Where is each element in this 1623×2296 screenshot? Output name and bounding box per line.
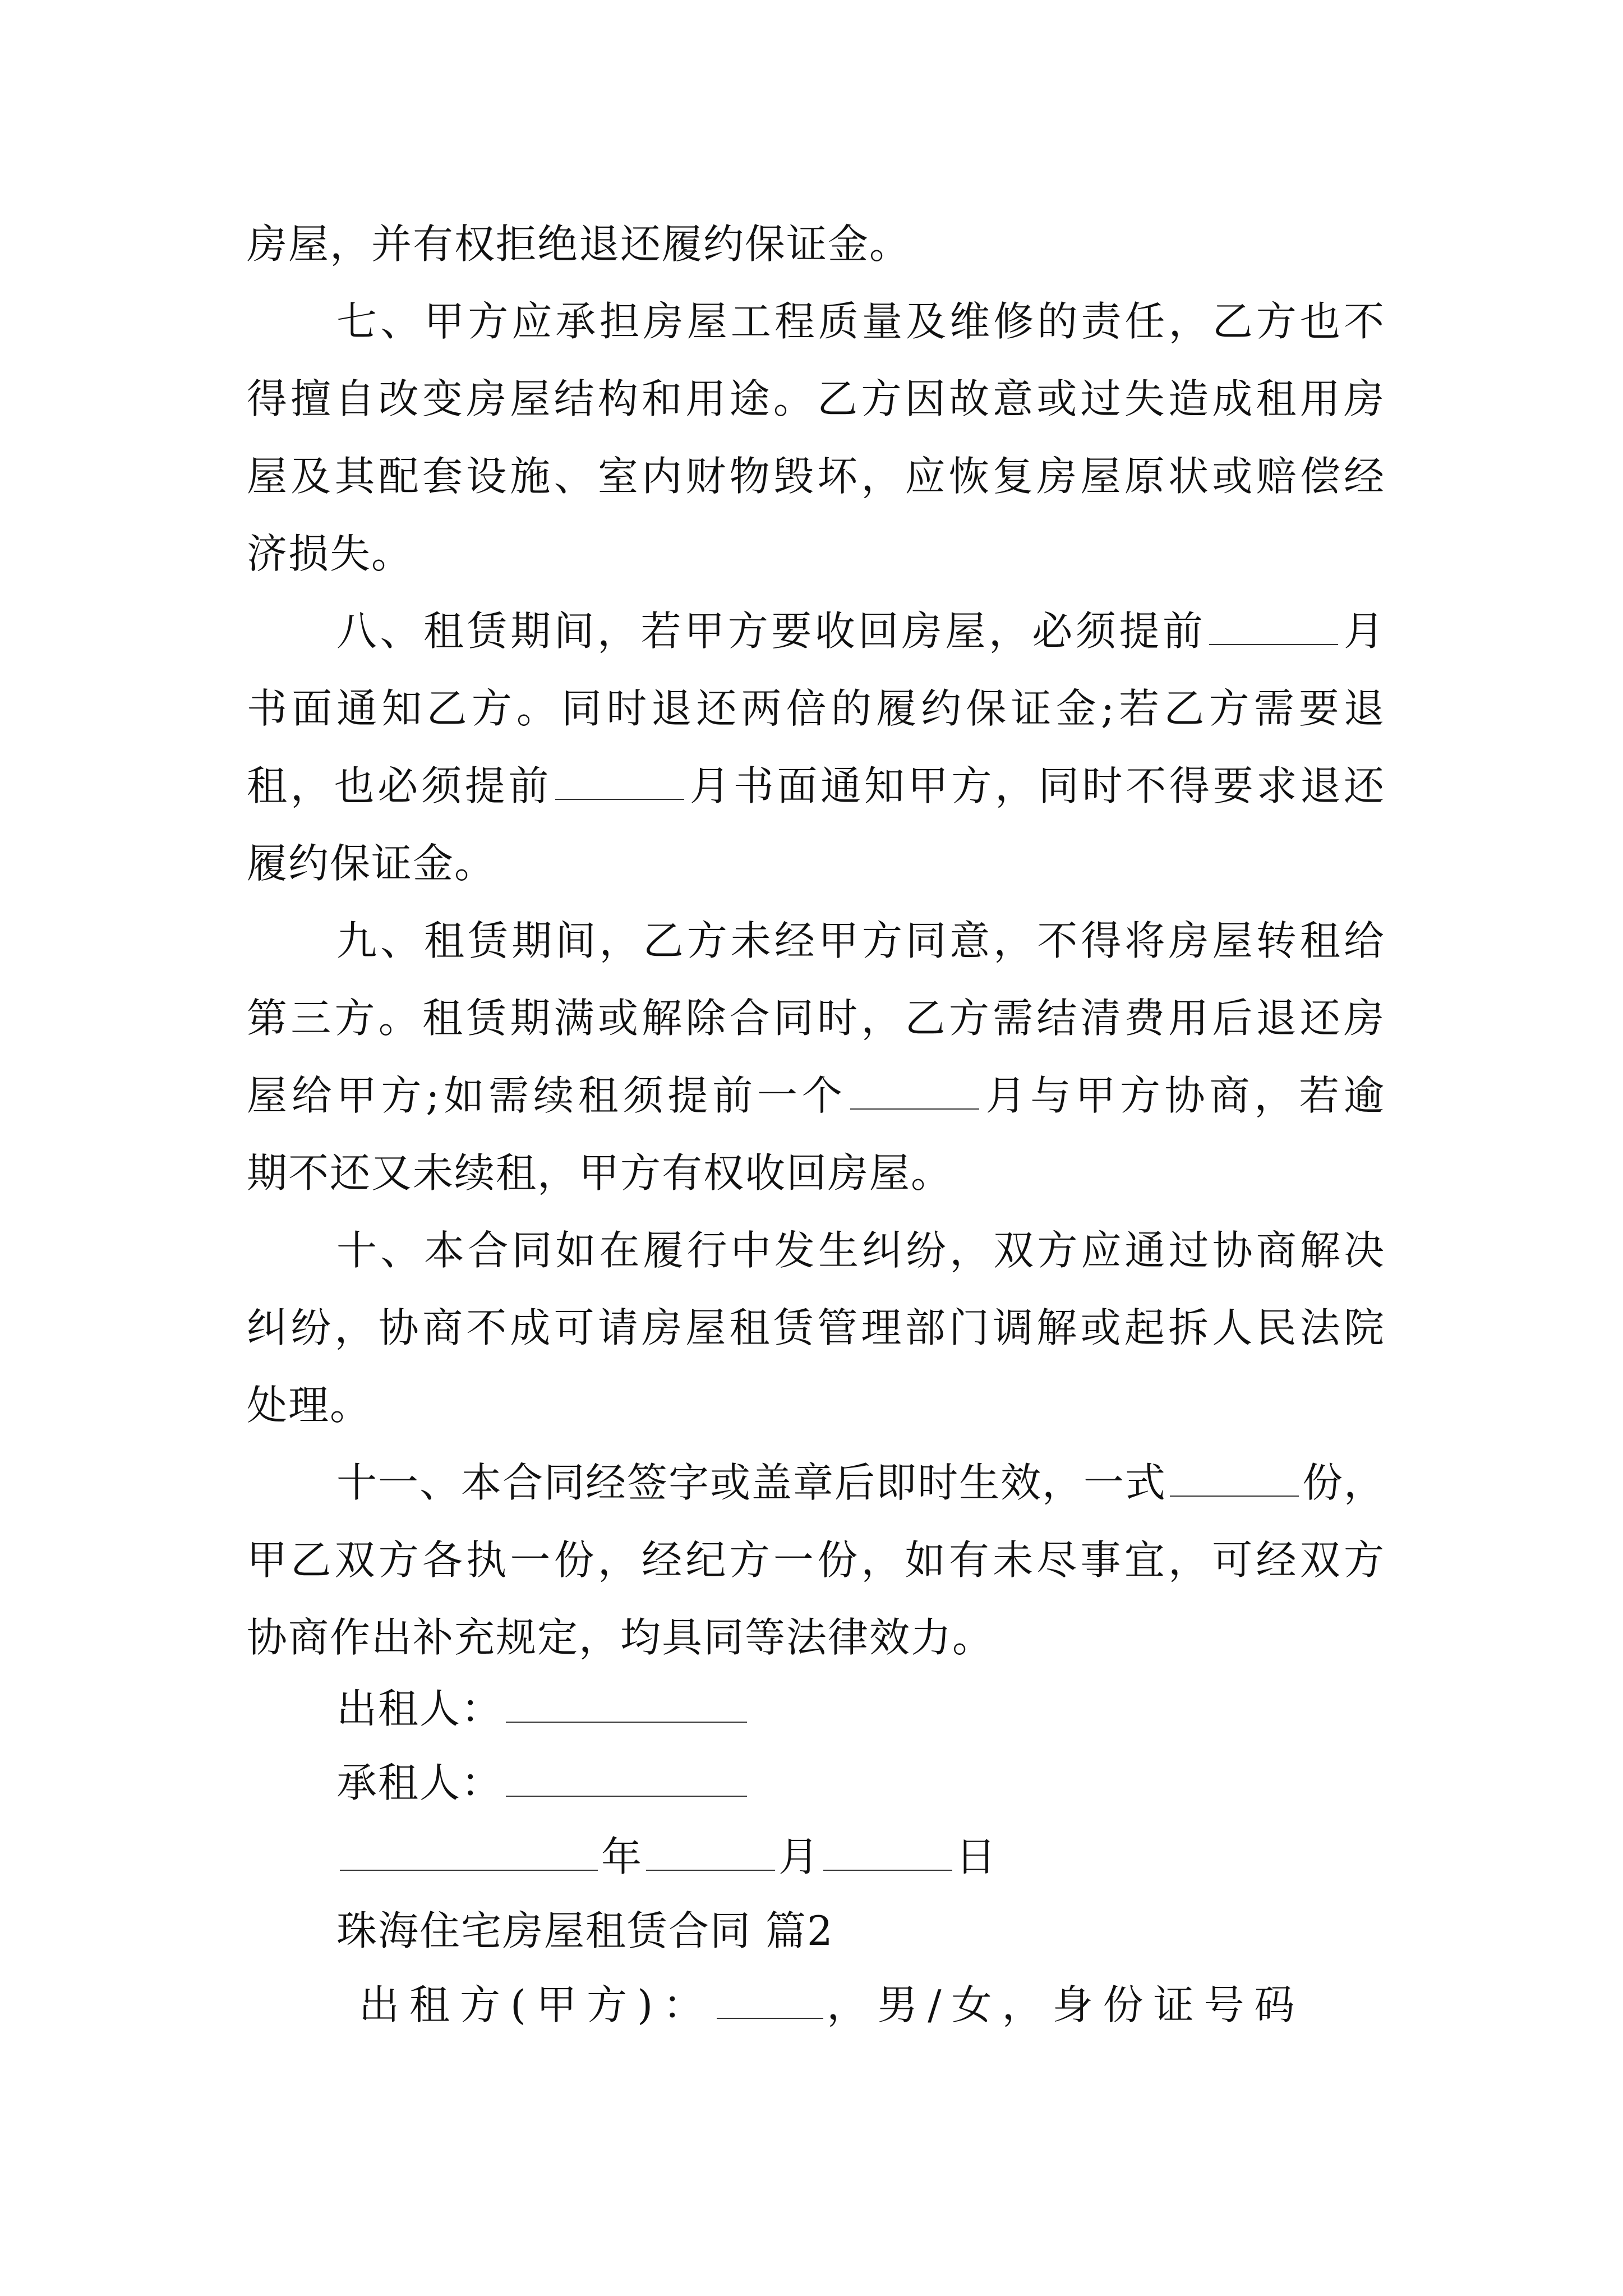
day-label: 日 <box>956 1833 998 1880</box>
paragraph-line: 济损失。 <box>247 530 413 577</box>
text: 房屋，并有权拒绝退还履约保证金。 <box>247 220 911 268</box>
paragraph-line <box>247 1057 1385 1134</box>
clause-10-line: 十、本合同如在履行中发生纠纷，双方应通过协商解决 <box>336 1227 1385 1274</box>
paragraph-line: 协商作出补充规定，均具同等法律效力。 <box>247 1614 994 1661</box>
lessor-signature-line <box>336 1671 1385 1747</box>
clause-7-line: 七、甲方应承担房屋工程质量及维修的责任，乙方也不 <box>336 298 1385 345</box>
fill-blank[interactable] <box>555 765 684 800</box>
text: 份， <box>1302 1459 1386 1506</box>
paragraph-line: 期不还又未续租，甲方有权收回房屋。 <box>247 1149 953 1197</box>
lessor-info-line <box>359 1967 1385 2043</box>
paragraph-line: 第三方。租赁期满或解除合同时，乙方需结清费用后退还房 <box>247 995 1385 1042</box>
paragraph-line <box>247 206 1385 282</box>
year-label: 年 <box>601 1833 643 1880</box>
month-blank[interactable] <box>646 1836 775 1871</box>
label: 出租人： <box>336 1685 503 1732</box>
paragraph-line: 纠纷，协商不成可请房屋租赁管理部门调解或起拆人民法院 <box>247 1304 1385 1351</box>
date-line <box>336 1819 1385 1895</box>
paragraph-line <box>247 748 1385 824</box>
paragraph-line: 得擅自改变房屋结构和用途。乙方因故意或过失造成租用房 <box>247 375 1385 422</box>
paragraph-line: 屋及其配套设施、室内财物毁坏，应恢复房屋原状或赔偿经 <box>247 453 1385 500</box>
text: 屋给甲方;如需续租须提前一个 <box>247 1072 847 1119</box>
day-blank[interactable] <box>823 1836 952 1871</box>
lessee-signature-line <box>336 1745 1385 1821</box>
fill-blank[interactable] <box>1209 610 1338 645</box>
clause-11-line <box>336 1444 1385 1521</box>
month-label: 月 <box>778 1833 820 1880</box>
text: 月与甲方协商，若逾 <box>982 1072 1385 1119</box>
text: 月 <box>1341 608 1385 655</box>
text: ，男/女，身份证号码 <box>827 1981 1305 2028</box>
lessor-name-blank[interactable] <box>506 1688 747 1723</box>
paragraph-line: 书面通知乙方。同时退还两倍的履约保证金;若乙方需要退 <box>247 685 1385 732</box>
text: 八、租赁期间，若甲方要收回房屋，必须提前 <box>336 608 1206 655</box>
year-blank[interactable] <box>340 1836 598 1871</box>
lessee-name-blank[interactable] <box>506 1762 747 1797</box>
clause-9-line: 九、租赁期间，乙方未经甲方同意，不得将房屋转租给 <box>336 917 1385 964</box>
section-heading: 珠海住宅房屋租赁合同 篇2 <box>336 1907 834 1954</box>
paragraph-line: 甲乙双方各执一份，经纪方一份，如有未尽事宜，可经双方 <box>247 1536 1385 1584</box>
fill-blank[interactable] <box>850 1075 979 1110</box>
label: 承租人： <box>336 1759 503 1806</box>
paragraph-line: 履约保证金。 <box>247 840 496 887</box>
text: 月书面通知甲方，同时不得要求退还 <box>688 762 1385 809</box>
text: 出租方(甲方)： <box>359 1981 714 2028</box>
clause-8-line <box>336 593 1385 669</box>
fill-blank[interactable] <box>717 1984 823 2019</box>
text: 租，也必须提前 <box>247 762 552 809</box>
text: 十一、本合同经签字或盖章后即时生效，一式 <box>336 1459 1167 1506</box>
fill-blank[interactable] <box>1170 1462 1299 1497</box>
paragraph-line: 处理。 <box>247 1382 372 1429</box>
